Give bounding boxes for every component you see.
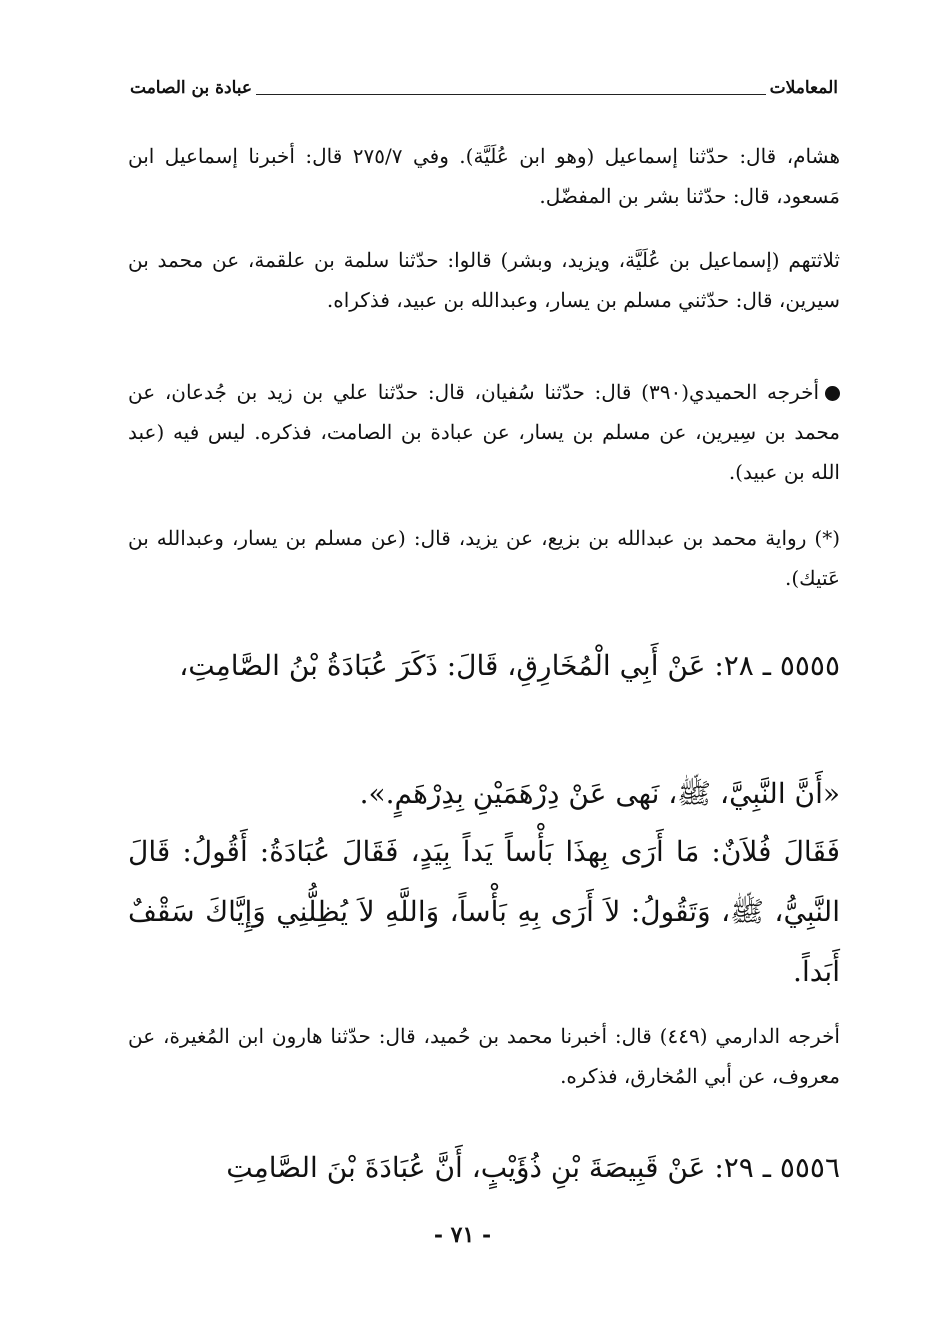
paragraph-text: هشام، قال: حدّثنا إسماعيل (وهو ابن عُلَيَّة). وفي ٢٧٥/٧ قال: أخبرنا إسماعيل ابن مَسعود، قال: حدّثنا بشر بن المفضّل. bbox=[128, 144, 841, 208]
paragraph-text: ٥٥٥٦ ـ ٢٩: عَنْ قَبِيصَةَ بْنِ ذُؤَيْبٍ، أَنَّ عُبَادَةَ بْنَ الصَّامِتِ bbox=[226, 1151, 840, 1184]
paragraph-text: ثلاثتهم (إسماعيل بن عُلَيَّة، ويزيد، وبشر) قالوا: حدّثنا سلمة بن علقمة، عن محمد بن سيرين، قال: حدّثني مسلم بن يسار، وعبدالله بن عبيد، فذكراه. bbox=[128, 248, 840, 312]
paragraph-takhrij-darimi bbox=[128, 1016, 840, 1096]
chapter-title: عبادة بن الصامت bbox=[130, 78, 256, 98]
paragraph-text: ٥٥٥٥ ـ ٢٨: عَنْ أَبِي الْمُخَارِقِ، قَالَ: ذَكَرَ عُبَادَةُ بْنُ الصَّامِتِ، bbox=[179, 649, 840, 682]
paragraph-footnote bbox=[128, 518, 840, 598]
hadith-5555-heading bbox=[128, 636, 840, 696]
paragraph-text: أخرجه الحميدي(٣٩٠) قال: حدّثنا سُفيان، قال: حدّثنا علي بن زيد بن جُدعان، عن محمد بن سِيرين، عن مسلم بن يسار، عن عبادة بن الصامت، فذكره. ليس فيه (عبد الله بن عبيد). bbox=[128, 380, 840, 484]
hadith-5555-dialogue bbox=[128, 822, 840, 1002]
page-number: - ٧١ - bbox=[433, 1222, 492, 1248]
paragraph-text: «أَنَّ النَّبِيَّ، ﷺ، نَهى عَنْ دِرْهَمَيْنِ بِدِرْهَمٍ.». bbox=[359, 777, 840, 810]
header-rule bbox=[230, 94, 768, 95]
paragraph-text: أخرجه الدارمي (٤٤٩) قال: أخبرنا محمد بن حُميد، قال: حدّثنا هارون ابن المُغيرة، عن معروف، عن أبي المُخارق، فذكره. bbox=[128, 1024, 840, 1088]
paragraph-isnad-1 bbox=[128, 136, 840, 216]
bullet-icon bbox=[825, 386, 840, 401]
paragraph-text: فَقَالَ فُلاَنٌ: مَا أَرَى بِهذَا بَأْساً يَداً بِيَدٍ، فَقَالَ عُبَادَةُ: أَقُولُ: قَالَ النَّبِيُّ، ﷺ، وَتَقُولُ: لاَ أَرَى بِهِ بَأْساً، وَاللَّهِ لاَ يُظِلُّنِي وَإِيَّاكَ سَقْفٌ أَبَداً. bbox=[128, 835, 840, 988]
paragraph-isnad-2 bbox=[128, 240, 840, 320]
hadith-5556-heading bbox=[128, 1138, 840, 1198]
hadith-5555-matn bbox=[128, 764, 840, 824]
paragraph-text: (*) رواية محمد بن عبدالله بن بزيع، عن يزيد، قال: (عن مسلم بن يسار، وعبدالله بن عَتيك). bbox=[128, 526, 840, 590]
section-title: المعاملات bbox=[766, 78, 838, 98]
paragraph-takhrij-humaydi bbox=[128, 372, 840, 492]
running-header bbox=[130, 74, 838, 104]
